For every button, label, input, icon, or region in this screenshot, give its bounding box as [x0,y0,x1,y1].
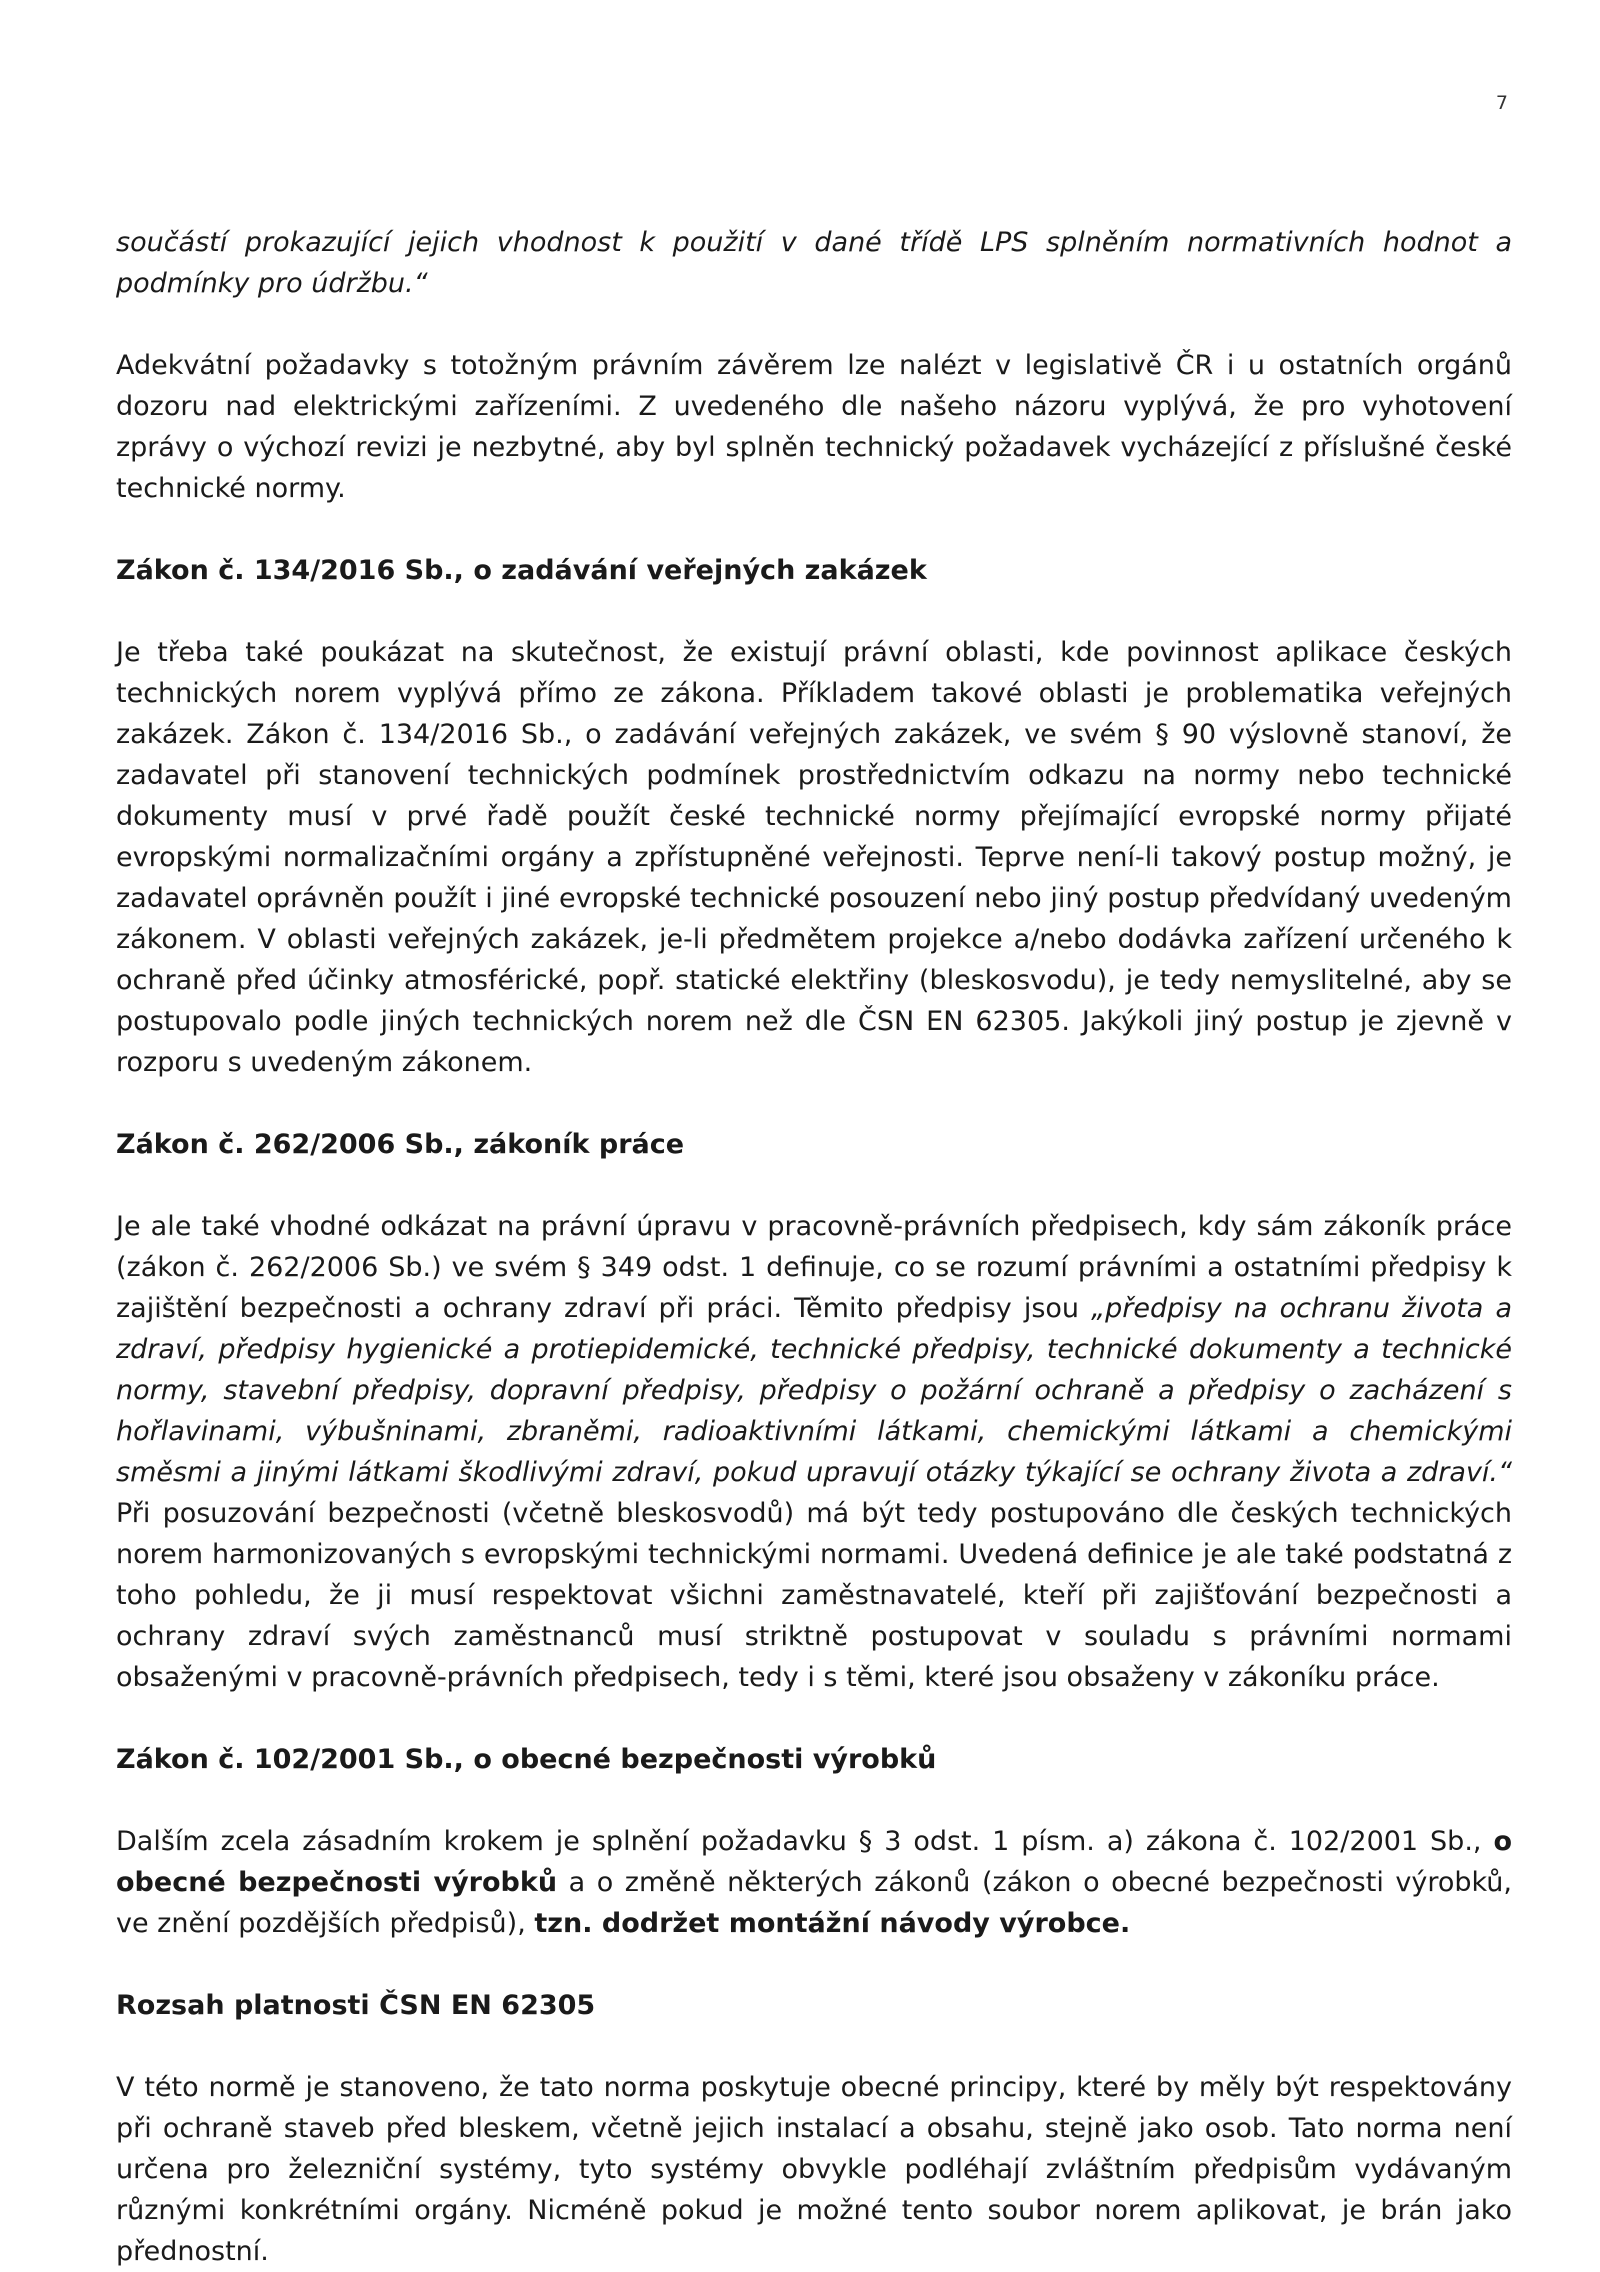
paragraph-rozsah-platnosti: V této normě je stanoveno, že tato norma poskytuje obecné principy, které by měly být respektovány při ochraně staveb před bleskem, včetně jejich instalací a obsahu, stejně jako osob. Tato norma není určena pro železniční systémy, tyto systémy obvykle podléhají zvláštním předpisům vydávaným různými konkrétními orgány. Nicméně pokud je možné tento soubor norem aplikovat, je brán jako přednostní. [116,2072,1512,2267]
zakon-102-bold-title: o obecné bezpečnosti výrobků [116,1826,1512,1898]
zakon-262-text-start: Je ale také vhodné odkázat na právní úpravu v pracovně-právních předpisech, kdy sám zákoník práce (zákon č. 262/2006 Sb.) ve svém § 349 odst. 1 definuje, co se rozumí právními a ostatními předpisy k zajištění bezpečnosti a ochrany zdraví při práci. Těmito předpisy jsou [116,1211,1512,1324]
paragraph-adekvatni: Adekvátní požadavky s totožným právním závěrem lze nalézt v legislativě ČR i u ostatních orgánů dozoru nad elektrickými zařízeními. Z uvedeného dle našeho názoru vyplývá, že pro vyhotovení zprávy o výchozí revizi je nezbytné, aby byl splněn technický požadavek vycházející z příslušné české technické normy. [116,350,1512,504]
paragraph-zakon-262 [116,1206,1512,1698]
paragraph-zakon-102 [116,1821,1512,1944]
heading-zakon-262: Zákon č. 262/2006 Sb., zákoník práce [116,1129,685,1160]
zakon-102-bold-instruction: tzn. dodržet montážní návody výrobce. [534,1908,1131,1939]
intro-quote [116,222,1512,304]
heading-zakon-102: Zákon č. 102/2001 Sb., o obecné bezpečnosti výrobků [116,1744,937,1775]
zakon-262-quote: „předpisy na ochranu života a zdraví, předpisy hygienické a protiepidemické, technické předpisy, technické dokumenty a technické normy, stavební předpisy, dopravní předpisy, předpisy o požární ochraně a předpisy o zacházení s hořlavinami, výbušninami, zbraněmi, radioaktivními látkami, chemickými látkami a chemickými směsmi a jinými látkami škodlivými zdraví, pokud upravují otázky týkající se ochrany života a zdraví.“ [116,1293,1512,1488]
paragraph-zakon-134: Je třeba také poukázat na skutečnost, že existují právní oblasti, kde povinnost aplikace českých technických norem vyplývá přímo ze zákona. Příkladem takové oblasti je problematika veřejných zakázek. Zákon č. 134/2016 Sb., o zadávání veřejných zakázek, ve svém § 90 výslovně stanoví, že zadavatel při stanovení technických podmínek prostřednictvím odkazu na normy nebo technické dokumenty musí v prvé řadě použít české technické normy přejímající evropské normy přijaté evropskými normalizačními orgány a zpřístupněné veřejnosti. Teprve není-li takový postup možný, je zadavatel oprávněn použít i jiné evropské technické posouzení nebo jiný postup předvídaný uvedeným zákonem. V oblasti veřejných zakázek, je-li předmětem projekce a/nebo dodávka zařízení určeného k ochraně před účinky atmosférické, popř. statické elektřiny (bleskosvodu), je tedy nemyslitelné, aby se postupovalo podle jiných technických norem než dle ČSN EN 62305. Jakýkoli jiný postup je zjevně v rozporu s uvedeným zákonem. [116,637,1512,1078]
heading-zakon-134: Zákon č. 134/2016 Sb., o zadávání veřejných zakázek [116,555,927,586]
zakon-102-text-mid: a o změně některých zákonů (zákon o obecné bezpečnosti výrobků, ve znění pozdějších předpisů), [116,1867,1512,1939]
heading-rozsah-platnosti: Rozsah platnosti ČSN EN 62305 [116,1990,596,2021]
document-body [116,222,1512,2272]
zakon-102-text-start: Dalším zcela zásadním krokem je splnění požadavku § 3 odst. 1 písm. a) zákona č. 102/2001 Sb., [116,1826,1494,1857]
zakon-262-text-end: Při posuzování bezpečnosti (včetně bleskosvodů) má být tedy postupováno dle českých technických norem harmonizovaných s evropskými technickými normami. Uvedená definice je ale také podstatná z toho pohledu, že ji musí respektovat všichni zaměstnavatelé, kteří při zajišťování bezpečnosti a ochrany zdraví svých zaměstnanců musí striktně postupovat v souladu s právními normami obsaženými v pracovně-právních předpisech, tedy i s těmi, které jsou obsaženy v zákoníku práce. [116,1498,1512,1693]
intro-quote-text: součástí prokazující jejich vhodnost k použití v dané třídě LPS splněním normativních hodnot a podmínky pro údržbu.“ [116,227,1512,299]
page-number: 7 [1495,92,1508,114]
